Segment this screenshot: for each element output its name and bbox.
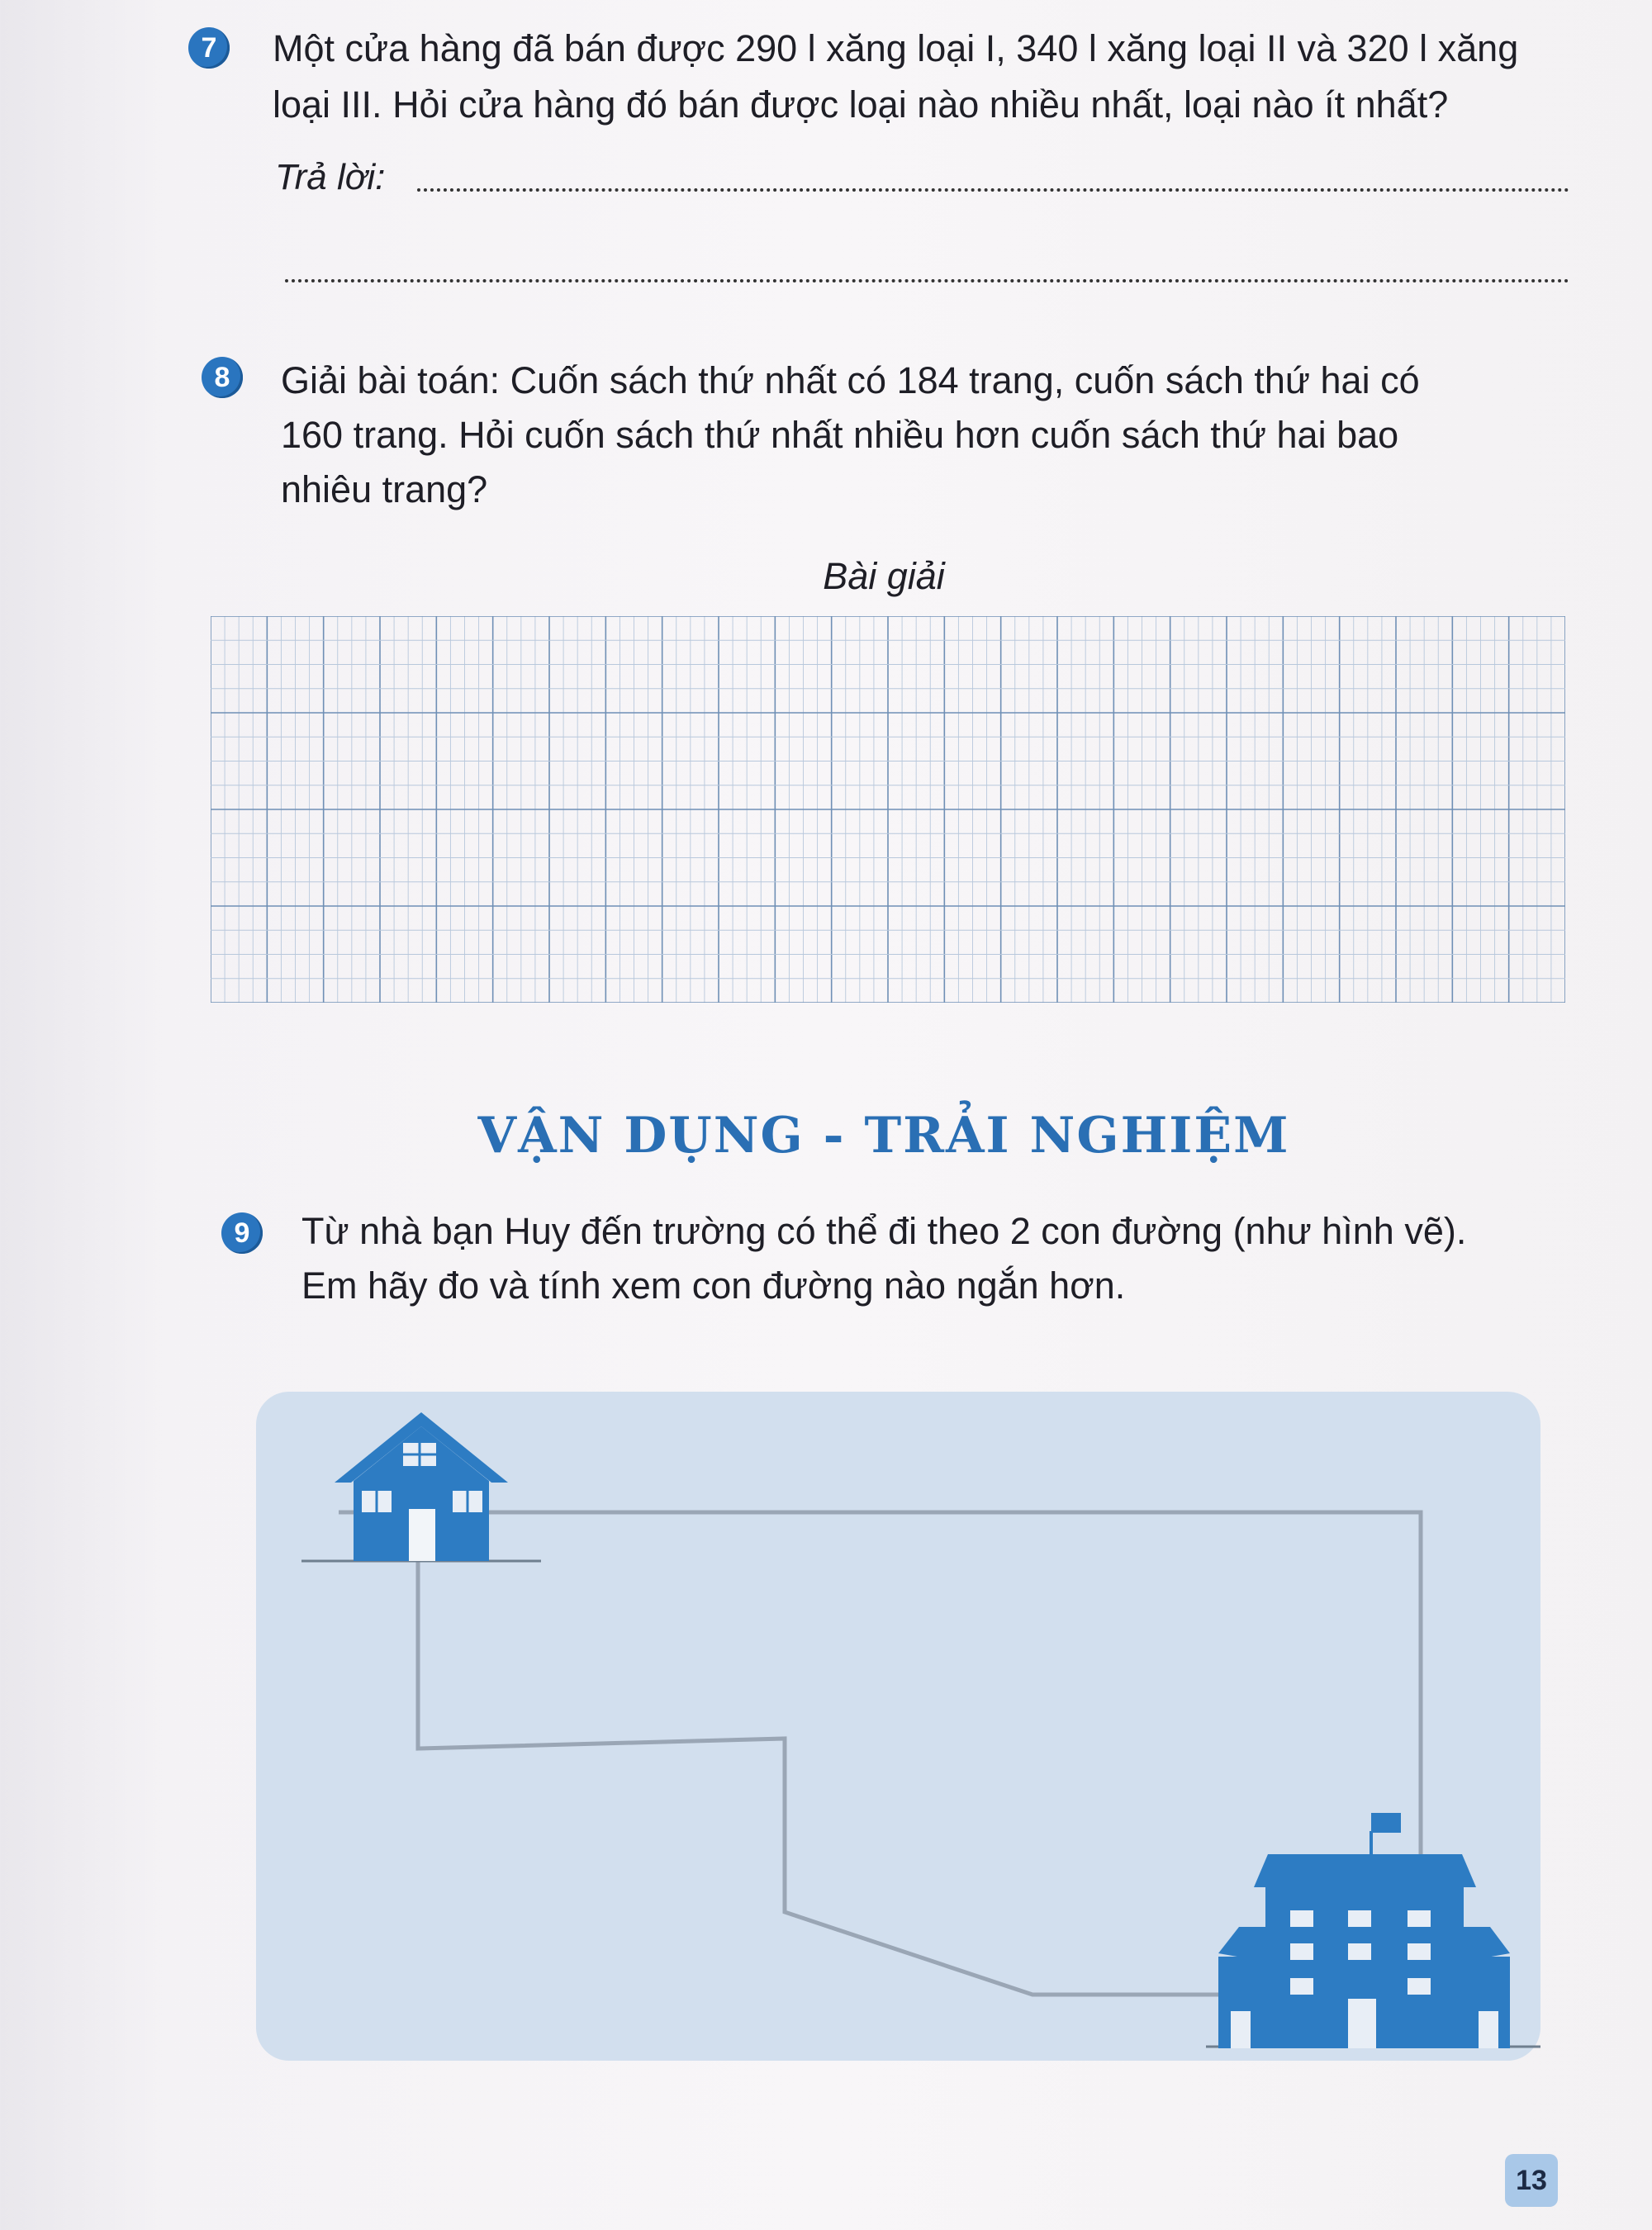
question-8-number: 8	[214, 361, 230, 393]
solution-grid[interactable]	[211, 616, 1565, 1003]
route-bottom	[418, 1557, 1243, 1995]
house-icon	[335, 1412, 508, 1561]
route-map	[256, 1392, 1540, 2061]
question-9-line-2: Em hãy đo và tính xem con đường nào ngắn hơn.	[301, 1264, 1126, 1307]
answer-line-1[interactable]	[417, 188, 1569, 192]
question-7-number: 7	[201, 31, 217, 64]
page-number-text: 13	[1516, 2164, 1547, 2196]
question-8-line-3: nhiêu trang?	[281, 468, 488, 510]
route-top	[339, 1512, 1421, 1887]
school-icon	[1218, 1813, 1510, 2048]
question-7-line-1: Một cửa hàng đã bán được 290 l xăng loại I, 340 l xăng loại II và 320 l xăng	[273, 27, 1519, 69]
question-7-badge	[188, 27, 230, 69]
question-8-badge	[202, 357, 243, 398]
question-8-line-1: Giải bài toán: Cuốn sách thứ nhất có 184 trang, cuốn sách thứ hai có	[281, 359, 1420, 401]
solution-label: Bài giải	[823, 555, 945, 597]
page-number	[1505, 2154, 1558, 2207]
section-title: VẬN DỤNG - TRẢI NGHIỆM	[477, 1107, 1290, 1165]
question-9-badge	[221, 1212, 263, 1254]
answer-label: Trả lời:	[275, 157, 386, 197]
question-9-number: 9	[234, 1217, 250, 1249]
question-7-line-2: loại III. Hỏi cửa hàng đó bán được loại nào nhiều nhất, loại nào ít nhất?	[273, 83, 1449, 126]
question-9-line-1: Từ nhà bạn Huy đến trường có thể đi theo 2 con đường (như hình vẽ).	[301, 1210, 1467, 1252]
question-8-line-2: 160 trang. Hỏi cuốn sách thứ nhất nhiều hơn cuốn sách thứ hai bao	[281, 414, 1399, 456]
answer-line-2[interactable]	[285, 279, 1569, 282]
